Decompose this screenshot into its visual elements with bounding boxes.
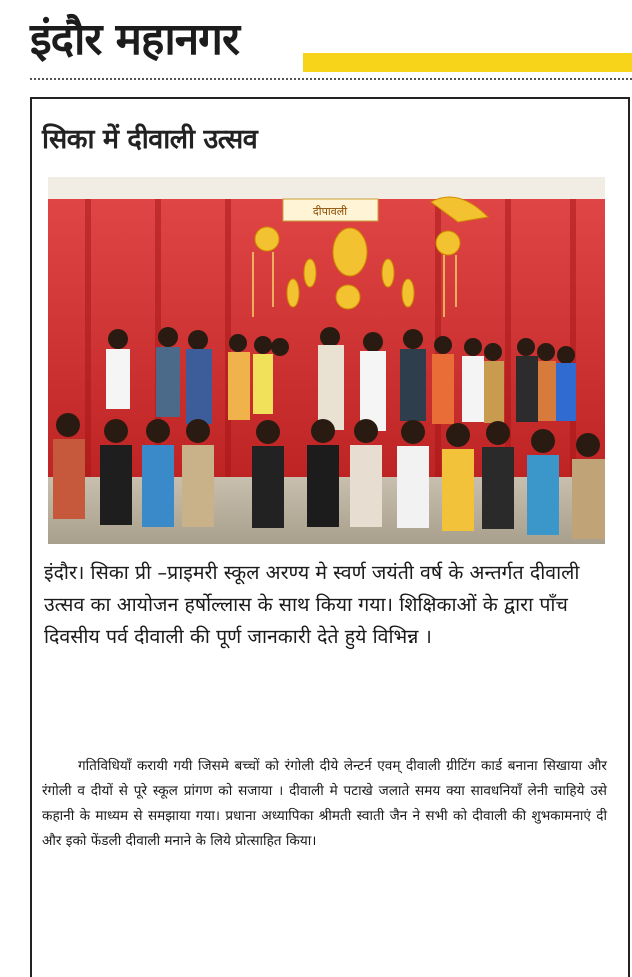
section-title: इंदौर महानगर [30, 14, 239, 65]
photo-children-diwali-icon [48, 177, 605, 544]
dotted-divider [30, 78, 632, 80]
masthead [0, 0, 632, 88]
news-article [30, 97, 630, 977]
article-body [42, 754, 607, 854]
article-headline: सिका में दीवाली उत्सव [42, 124, 258, 155]
photo-banner-text: दीपावली [312, 205, 348, 218]
section-accent-bar [303, 53, 632, 72]
article-body-text: गतिविधियाँ करायी गयी जिसमे बच्चों को रंगोली दीये लेन्टर्न एवम् दीवाली ग्रीटिंग कार्ड बनाना सिखाया और रंगोली व दीयों से पूरे स्कूल प्रांगण को सजाया । दीवाली मे पटाखे जलाते समय क्या सावधनियाँ लेनी चाहिये उसे कहानी के माध्यम से समझाया गया। प्रधाना अध्यापिका श्रीमती स्वाती जैन ने सभी को दीवाली की शुभकामनाएं दी और इको फेंडली दीवाली मनाने के लिये प्रोत्साहित किया। [42, 758, 607, 849]
article-lead: इंदौर। सिका प्री –प्राइमरी स्कूल अरण्य मे स्वर्ण जयंती वर्ष के अन्तर्गत दीवाली उत्सव का आयोजन हर्षोल्लास के साथ किया गया। शिक्षिकाओं के द्वारा पाँच दिवसीय पर्व दीवाली की पूर्ण जानकारी देते हुये विभिन्न । [44, 561, 580, 648]
article-photo [48, 177, 605, 544]
